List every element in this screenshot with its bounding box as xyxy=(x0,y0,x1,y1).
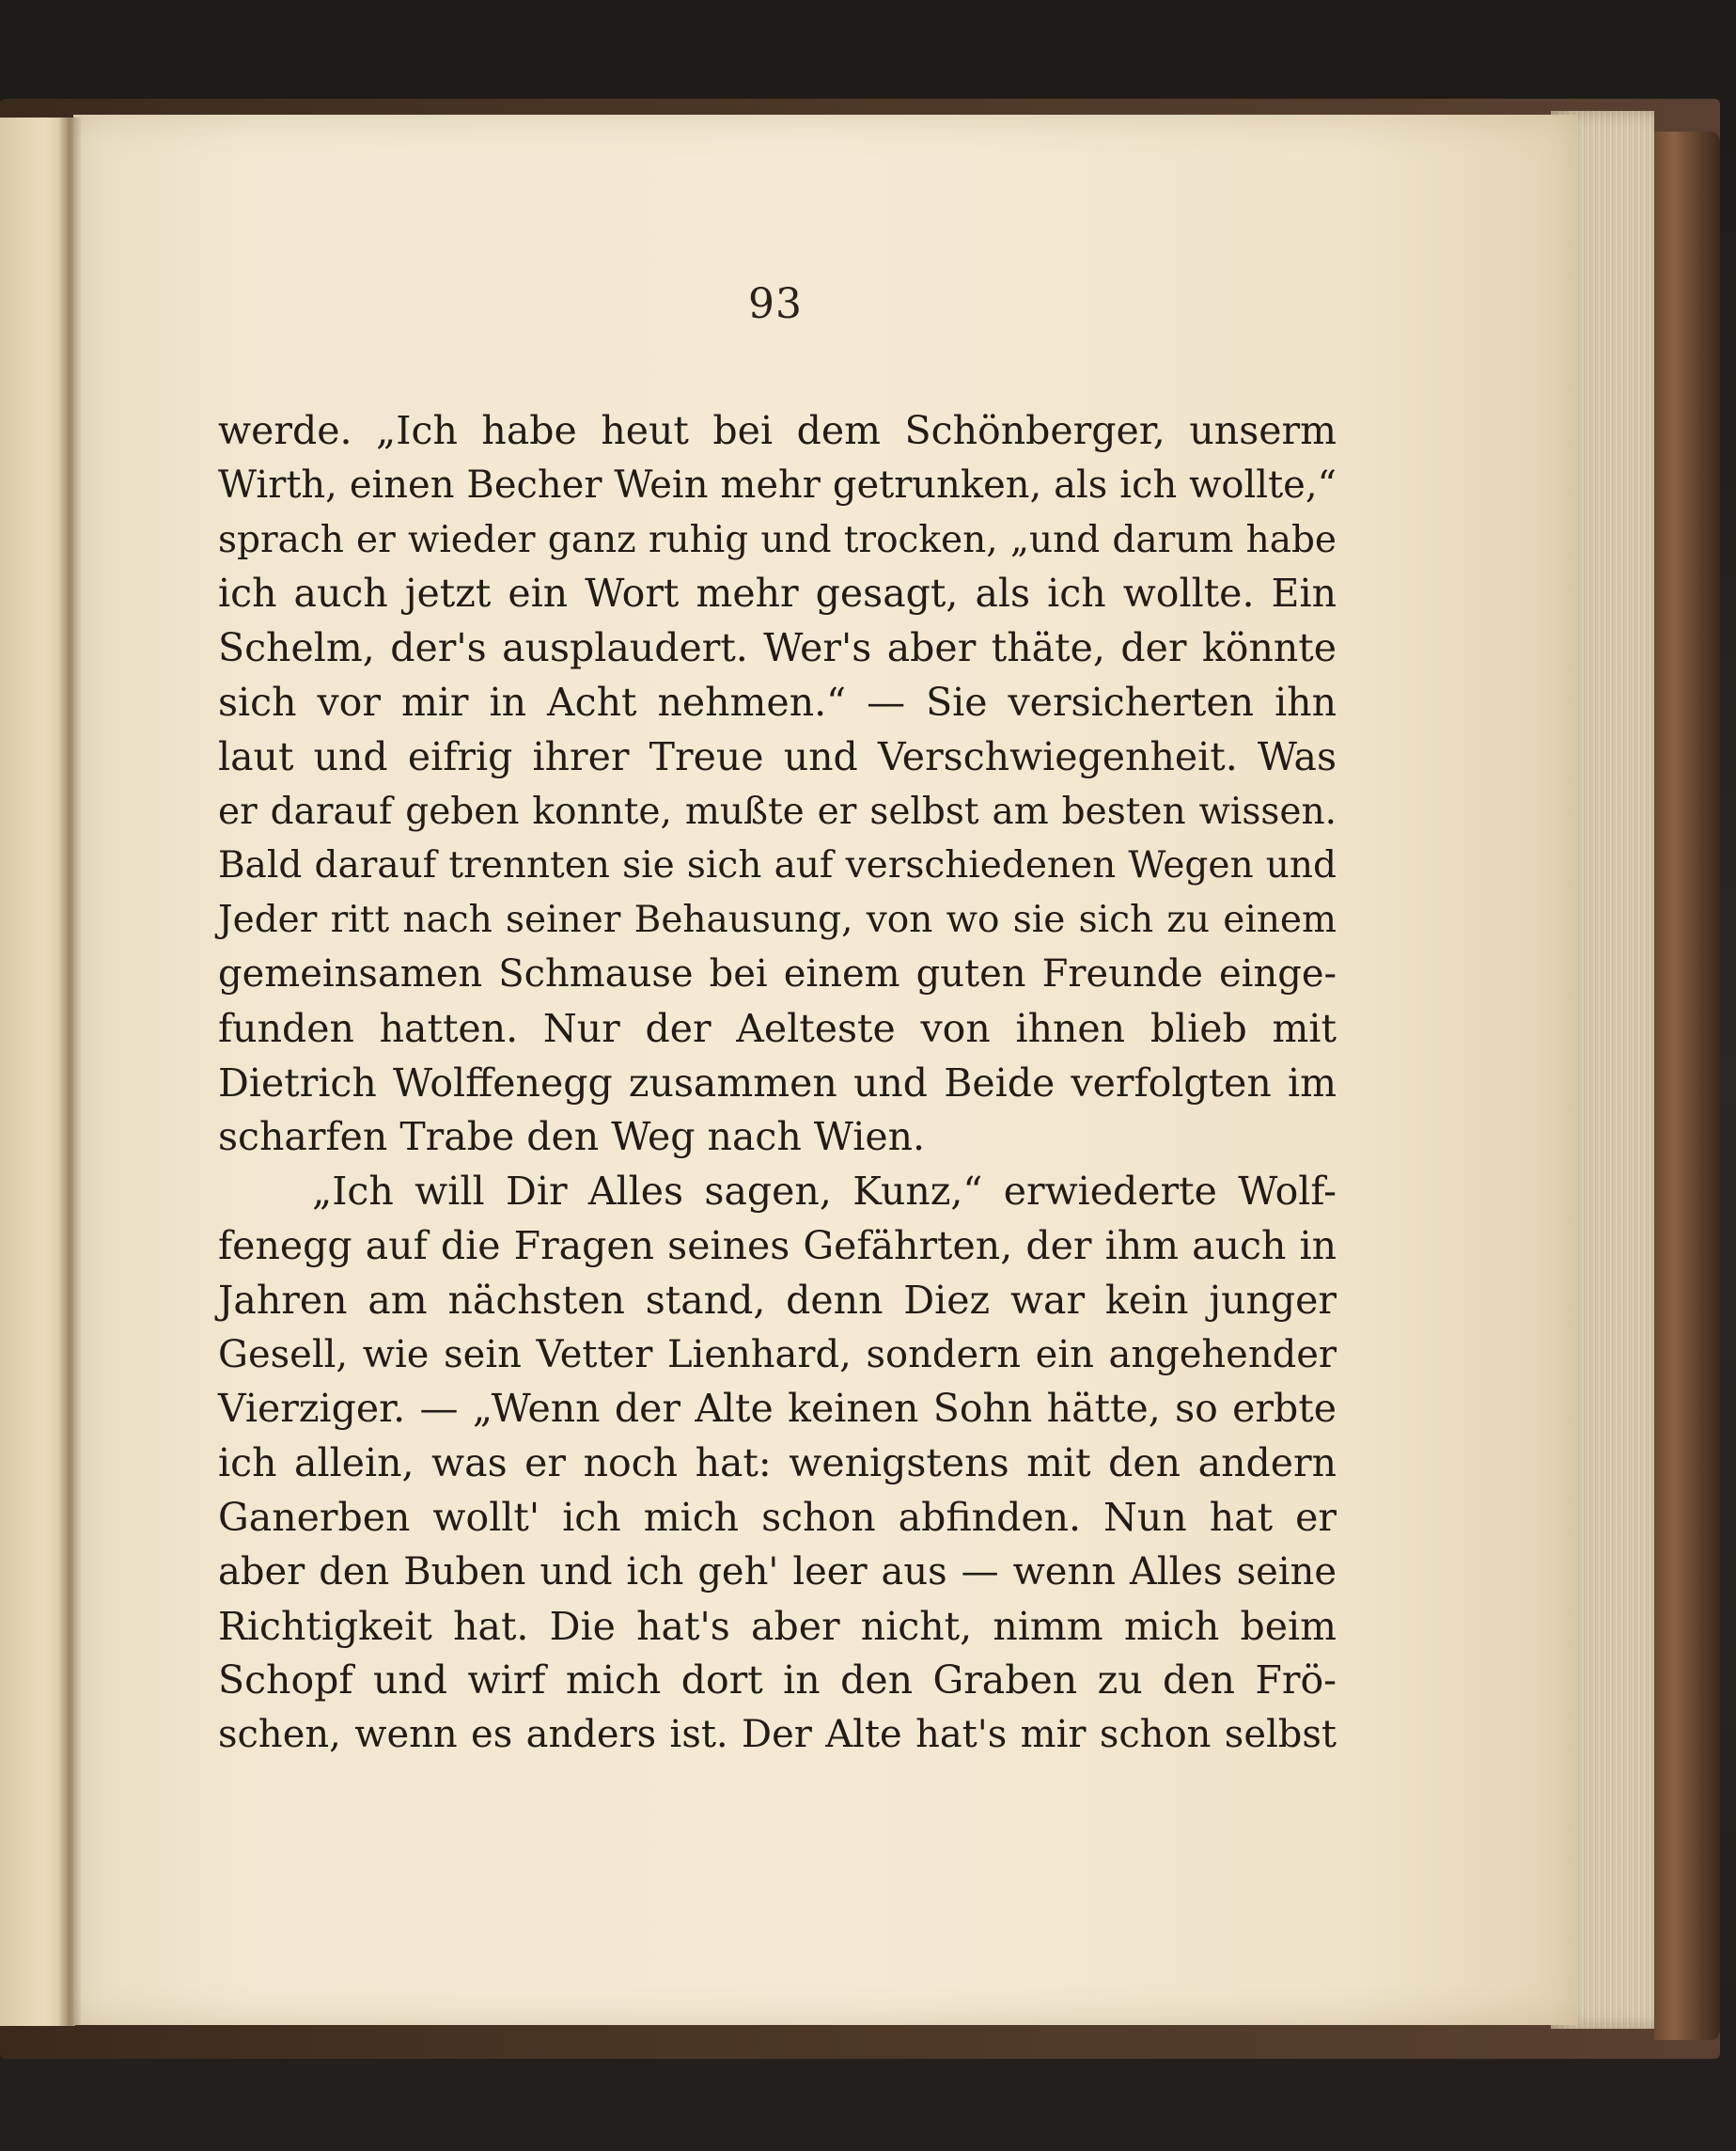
text-line: sprach er wieder ganz ruhig und trocken, „und darum habe xyxy=(218,518,1337,561)
text-line: Ganerben wollt' ich mich schon abfinden. Nun hat er xyxy=(218,1494,1337,1540)
text-line: er darauf geben konnte, mußte er selbst am besten wissen. xyxy=(218,790,1337,833)
text-line: Schopf und wirf mich dort in den Graben zu den Frö- xyxy=(218,1657,1337,1704)
text-line: aber den Buben und ich geh' leer aus — wenn Alles seine xyxy=(218,1549,1337,1594)
body-text xyxy=(218,404,1337,1763)
text-line: scharfen Trabe den Weg nach Wien. xyxy=(218,1114,926,1160)
text-line: Bald darauf trennten sie sich auf verschiedenen Wegen und xyxy=(218,844,1337,887)
page-number: 93 xyxy=(748,280,803,328)
text-line: Richtigkeit hat. Die hat's aber nicht, nimm mich beim xyxy=(218,1603,1337,1649)
text-line: Dietrich Wolffenegg zusammen und Beide verfolgten im xyxy=(218,1060,1337,1106)
text-line: Wirth, einen Becher Wein mehr getrunken, als ich wollte,“ xyxy=(218,463,1337,507)
text-line: laut und eifrig ihrer Treue und Verschwiegenheit. Was xyxy=(218,733,1337,779)
text-line: „Ich will Dir Alles sagen, Kunz,“ erwiederte Wolf- xyxy=(312,1169,1337,1215)
text-line: Vierziger. — „Wenn der Alte keinen Sohn hätte, so erbte xyxy=(218,1386,1337,1432)
text-line: Schelm, der's ausplaudert. Wer's aber thäte, der könnte xyxy=(218,625,1337,671)
gutter-shadow xyxy=(58,118,81,2026)
book-cover-edge xyxy=(1654,132,1720,2040)
text-line: gemeinsamen Schmause bei einem guten Freunde einge- xyxy=(218,951,1337,996)
text-line: werde. „Ich habe heut bei dem Schönberger, unserm xyxy=(218,408,1337,453)
text-line: funden hatten. Nur der Aelteste von ihnen blieb mit xyxy=(218,1005,1337,1051)
text-line: fenegg auf die Fragen seines Gefährten, der ihm auch in xyxy=(218,1222,1337,1268)
text-line: Gesell, wie sein Vetter Lienhard, sondern ein angehender xyxy=(218,1332,1337,1376)
text-line: ich auch jetzt ein Wort mehr gesagt, als ich wollte. Ein xyxy=(218,571,1337,617)
text-line: Jeder ritt nach seiner Behausung, von wo sie sich zu einem xyxy=(218,899,1337,942)
text-line: sich vor mir in Acht nehmen.“ — Sie versicherten ihn xyxy=(218,679,1337,725)
text-line: Jahren am nächsten stand, denn Diez war kein junger xyxy=(218,1277,1337,1323)
text-line: ich allein, was er noch hat: wenigstens mit den andern xyxy=(218,1440,1337,1486)
text-line: schen, wenn es anders ist. Der Alte hat's mir schon selbst xyxy=(218,1713,1337,1757)
